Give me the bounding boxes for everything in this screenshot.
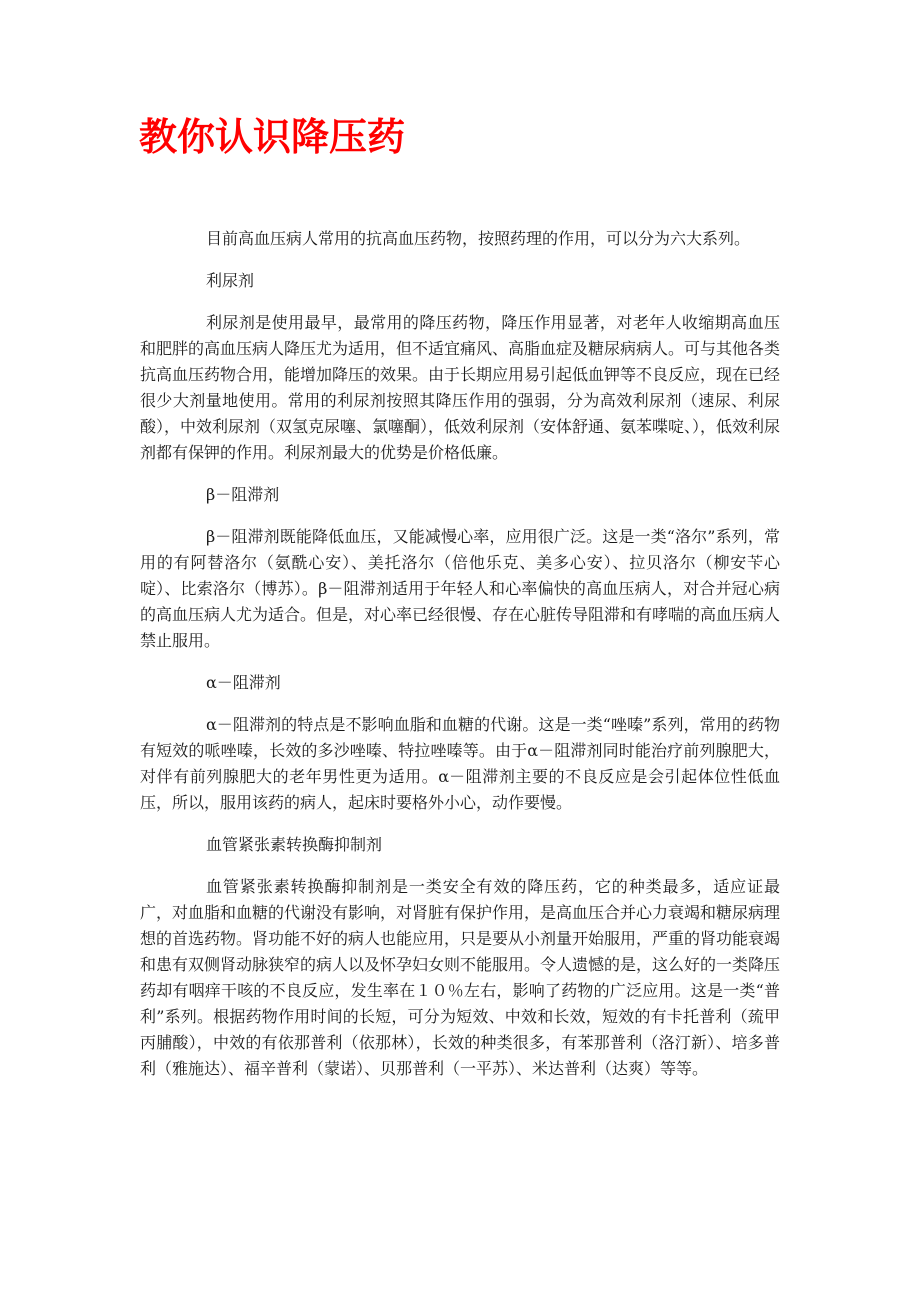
section-heading-ace-inhibitors: 血管紧张素转换酶抑制剂: [206, 835, 383, 854]
section-text-diuretics: 利尿剂是使用最早，最常用的降压药物，降压作用显著，对老年人收缩期高血压和肥胖的高血压病人降压尤为适用，但不适宜痛风、高脂血症及糖尿病病人。可与其他各类抗高血压药物合用，能增加降压的效果。由于长期应用易引起低血钾等不良反应，现在已经很少大剂量地使用。常用的利尿剂按照其降压作用的强弱，分为高效利尿剂（速尿、利尿酸），中效利尿剂（双氢克尿噻、氯噻酮），低效利尿剂（安体舒通、氨苯喋啶、），低效利尿剂都有保钾的作用。利尿剂最大的优势是价格低廉。: [140, 313, 781, 462]
document-body: [140, 226, 780, 1098]
section-heading-alpha-blockers: α－阻滞剂: [206, 673, 281, 692]
section-text-ace-inhibitors: 血管紧张素转换酶抑制剂是一类安全有效的降压药，它的种类最多，适应证最广，对血脂和血糖的代谢没有影响，对肾脏有保护作用，是高血压合并心力衰竭和糖尿病理想的首选药物。肾功能不好的病人也能应用，只是要从小剂量开始服用，严重的肾功能衰竭和患有双侧肾动脉狭窄的病人以及怀孕妇女则不能服用。令人遗憾的是，这么好的一类降压药却有咽痒干咳的不良反应，发生率在１０％左右，影响了药物的广泛应用。这是一类“普利”系列。根据药物作用时间的长短，可分为短效、中效和长效，短效的有卡托普利（巯甲丙脯酸），中效的有依那普利（依那林），长效的种类很多，有苯那普利（洛汀新）、培多普利（雅施达）、福辛普利（蒙诺）、贝那普利（一平苏）、米达普利（达爽）等等。: [140, 877, 781, 1078]
section-heading-beta-blockers: β－阻滞剂: [206, 485, 280, 504]
intro-paragraph: 目前高血压病人常用的抗高血压药物，按照药理的作用，可以分为六大系列。: [206, 229, 751, 248]
document-title: 教你认识降压药: [139, 114, 406, 159]
section-text-alpha-blockers: α－阻滞剂的特点是不影响血脂和血糖的代谢。这是一类“唑嗪”系列，常用的药物有短效的哌唑嗪，长效的多沙唑嗪、特拉唑嗪等。由于α－阻滞剂同时能治疗前列腺肥大，对伴有前列腺肥大的老年男性更为适用。α－阻滞剂主要的不良反应是会引起体位性低血压，所以，服用该药的病人，起床时要格外小心，动作要慢。: [140, 715, 780, 812]
section-heading-diuretics: 利尿剂: [206, 271, 255, 290]
section-text-beta-blockers: β－阻滞剂既能降低血压，又能减慢心率，应用很广泛。这是一类“洛尔”系列，常用的有阿替洛尔（氨酰心安）、美托洛尔（倍他乐克、美多心安）、拉贝洛尔（柳安苄心啶）、比索洛尔（博苏）。β－阻滞剂适用于年轻人和心率偏快的高血压病人，对合并冠心病的高血压病人尤为适合。但是，对心率已经很慢、存在心脏传导阻滞和有哮喘的高血压病人禁止服用。: [140, 527, 781, 650]
